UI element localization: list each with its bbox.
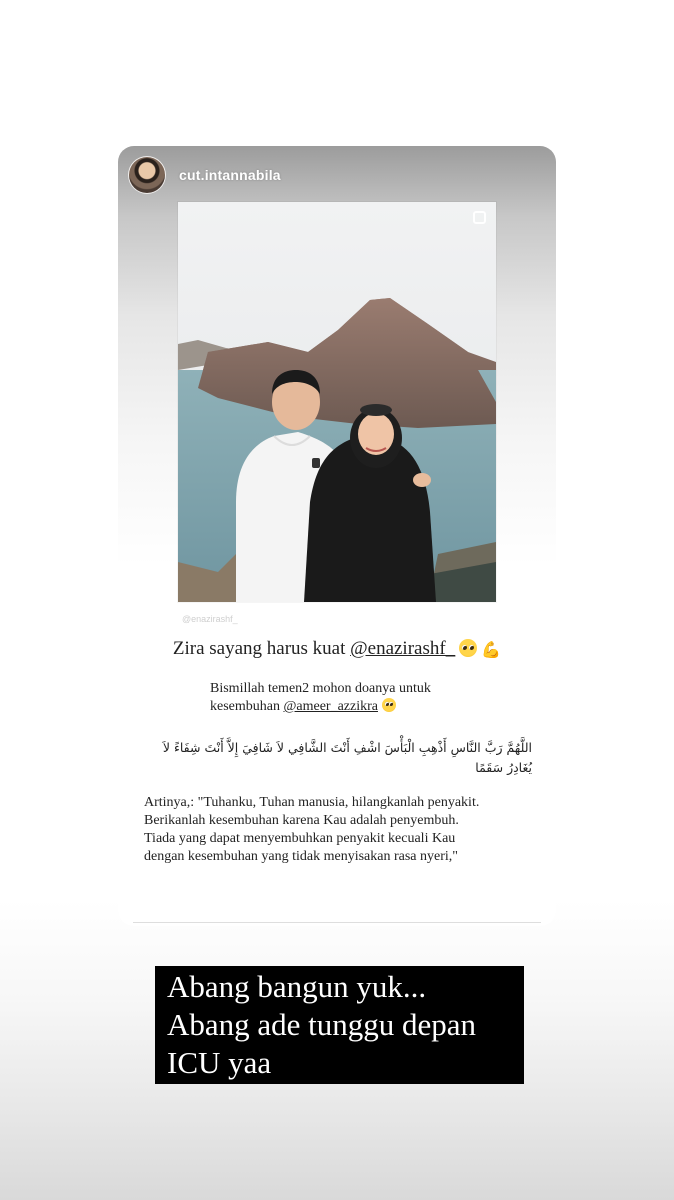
photo-watermark: @enazirashf_: [182, 614, 238, 624]
mention-enazirashf[interactable]: @enazirashf_: [350, 638, 456, 659]
caption-title: [118, 638, 556, 660]
mention-ameer-azzikra[interactable]: @ameer_azzikra: [283, 699, 378, 714]
caption-body: [210, 680, 500, 716]
pleading-face-emoji: [459, 639, 477, 657]
avatar[interactable]: [128, 156, 166, 194]
story-text-overlay[interactable]: [155, 966, 524, 1084]
post-header[interactable]: [128, 156, 281, 194]
overlay-line-2: Abang ade tunggu depan: [167, 1007, 477, 1042]
overlay-line-1: Abang bangun yuk...: [167, 969, 427, 1004]
translation-line-3: Tiada yang dapat menyembuhkan penyakit kecuali Kau: [144, 831, 456, 846]
reposted-post-card[interactable]: [118, 146, 556, 926]
photo-scene: [178, 202, 496, 602]
caption-body-prefix: kesembuhan: [210, 699, 284, 714]
overlay-line-3: ICU yaa: [167, 1045, 272, 1080]
translation-line-1: Artinya,: "Tuhanku, Tuhan manusia, hilangkanlah penyakit.: [144, 795, 480, 810]
arabic-prayer-text: اللَّهُمَّ رَبَّ النَّاسِ أَذْهِبِ الْبَأْسَ اشْفِ أَنْتَ الشَّافِي لاَ شَافِيَ إِلاَّ أَنْتَ شِفَاءً لاَ يُغَادِرُ سَقَمًا: [162, 740, 532, 775]
flexed-biceps-emoji: 💪: [481, 642, 502, 659]
caption-body-line-1: Bismillah temen2 mohon doanya untuk: [210, 681, 431, 696]
divider: [133, 922, 541, 923]
multiple-photos-icon: [473, 211, 486, 224]
translation-line-2: Berikanlah kesembuhan karena Kau adalah penyembuh.: [144, 813, 459, 828]
pleading-face-emoji: [382, 698, 396, 712]
prayer-translation: [144, 794, 544, 866]
caption-title-text: Zira sayang harus kuat: [172, 638, 351, 659]
translation-line-4: dengan kesembuhan yang tidak menyisakan rasa nyeri,": [144, 849, 459, 864]
username[interactable]: cut.intannabila: [179, 167, 281, 183]
caption-body-line-2: [210, 698, 500, 716]
post-photo[interactable]: [178, 202, 496, 602]
